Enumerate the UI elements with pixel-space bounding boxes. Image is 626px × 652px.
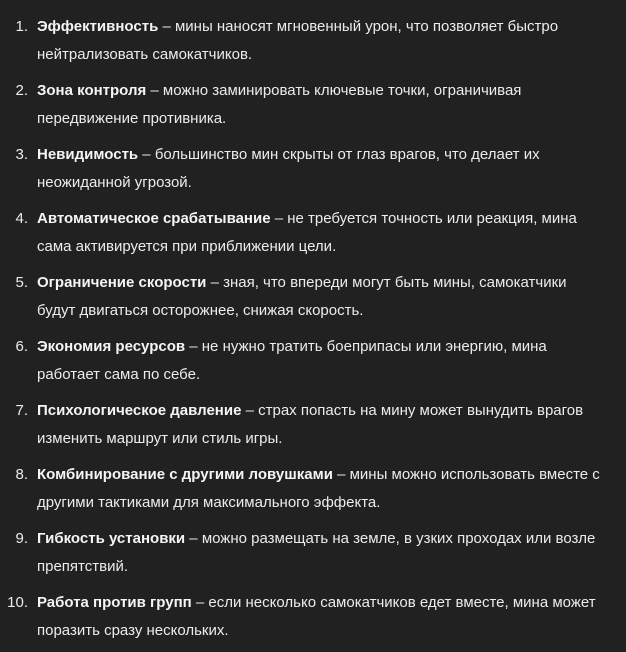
item-text: – можно заминировать ключевые точки, ограничивая передвижение противника. bbox=[37, 82, 522, 127]
item-number: 3. bbox=[15, 146, 28, 163]
item-number: 8. bbox=[15, 466, 28, 483]
item-number: 4. bbox=[15, 210, 28, 227]
list-item bbox=[0, 13, 626, 69]
item-title: Автоматическое срабатывание bbox=[37, 210, 271, 227]
item-title: Ограничение скорости bbox=[37, 274, 207, 291]
list-item bbox=[0, 141, 626, 197]
item-text: – можно размещать на земле, в узких проходах или возле препятствий. bbox=[37, 530, 596, 575]
item-title: Работа против групп bbox=[37, 594, 192, 611]
item-title: Эффективность bbox=[37, 18, 159, 35]
item-number: 2. bbox=[15, 82, 28, 99]
item-number: 10. bbox=[7, 594, 28, 611]
item-text: – не требуется точность или реакция, мина сама активируется при приближении цели. bbox=[37, 210, 577, 255]
list-item bbox=[0, 461, 626, 517]
item-number: 5. bbox=[15, 274, 28, 291]
item-title: Комбинирование с другими ловушками bbox=[37, 466, 333, 483]
item-text: – страх попасть на мину может вынудить врагов изменить маршрут или стиль игры. bbox=[37, 402, 584, 447]
list-item bbox=[0, 525, 626, 581]
item-number: 6. bbox=[15, 338, 28, 355]
item-title: Гибкость установки bbox=[37, 530, 186, 547]
list-item bbox=[0, 333, 626, 389]
list-item bbox=[0, 589, 626, 645]
item-text: – мины можно использовать вместе с другими тактиками для максимального эффекта. bbox=[37, 466, 600, 511]
item-number: 1. bbox=[15, 18, 28, 35]
item-title: Экономия ресурсов bbox=[37, 338, 186, 355]
list-item bbox=[0, 77, 626, 133]
item-number: 9. bbox=[15, 530, 28, 547]
item-title: Психологическое давление bbox=[37, 402, 242, 419]
item-text: – не нужно тратить боеприпасы или энергию, мина работает сама по себе. bbox=[37, 338, 547, 383]
item-title: Зона контроля bbox=[37, 82, 147, 99]
list-item bbox=[0, 269, 626, 325]
item-text: – зная, что впереди могут быть мины, самокатчики будут двигаться осторожнее, снижая скорость. bbox=[37, 274, 567, 319]
item-text: – большинство мин скрыты от глаз врагов, что делает их неожиданной угрозой. bbox=[37, 146, 540, 191]
list-item bbox=[0, 397, 626, 453]
list-item bbox=[0, 205, 626, 261]
item-number: 7. bbox=[15, 402, 28, 419]
item-text: – если несколько самокатчиков едет вместе, мина может поразить сразу нескольких. bbox=[37, 594, 596, 639]
item-text: – мины наносят мгновенный урон, что позволяет быстро нейтрализовать самокатчиков. bbox=[37, 18, 559, 63]
item-title: Невидимость bbox=[37, 146, 139, 163]
